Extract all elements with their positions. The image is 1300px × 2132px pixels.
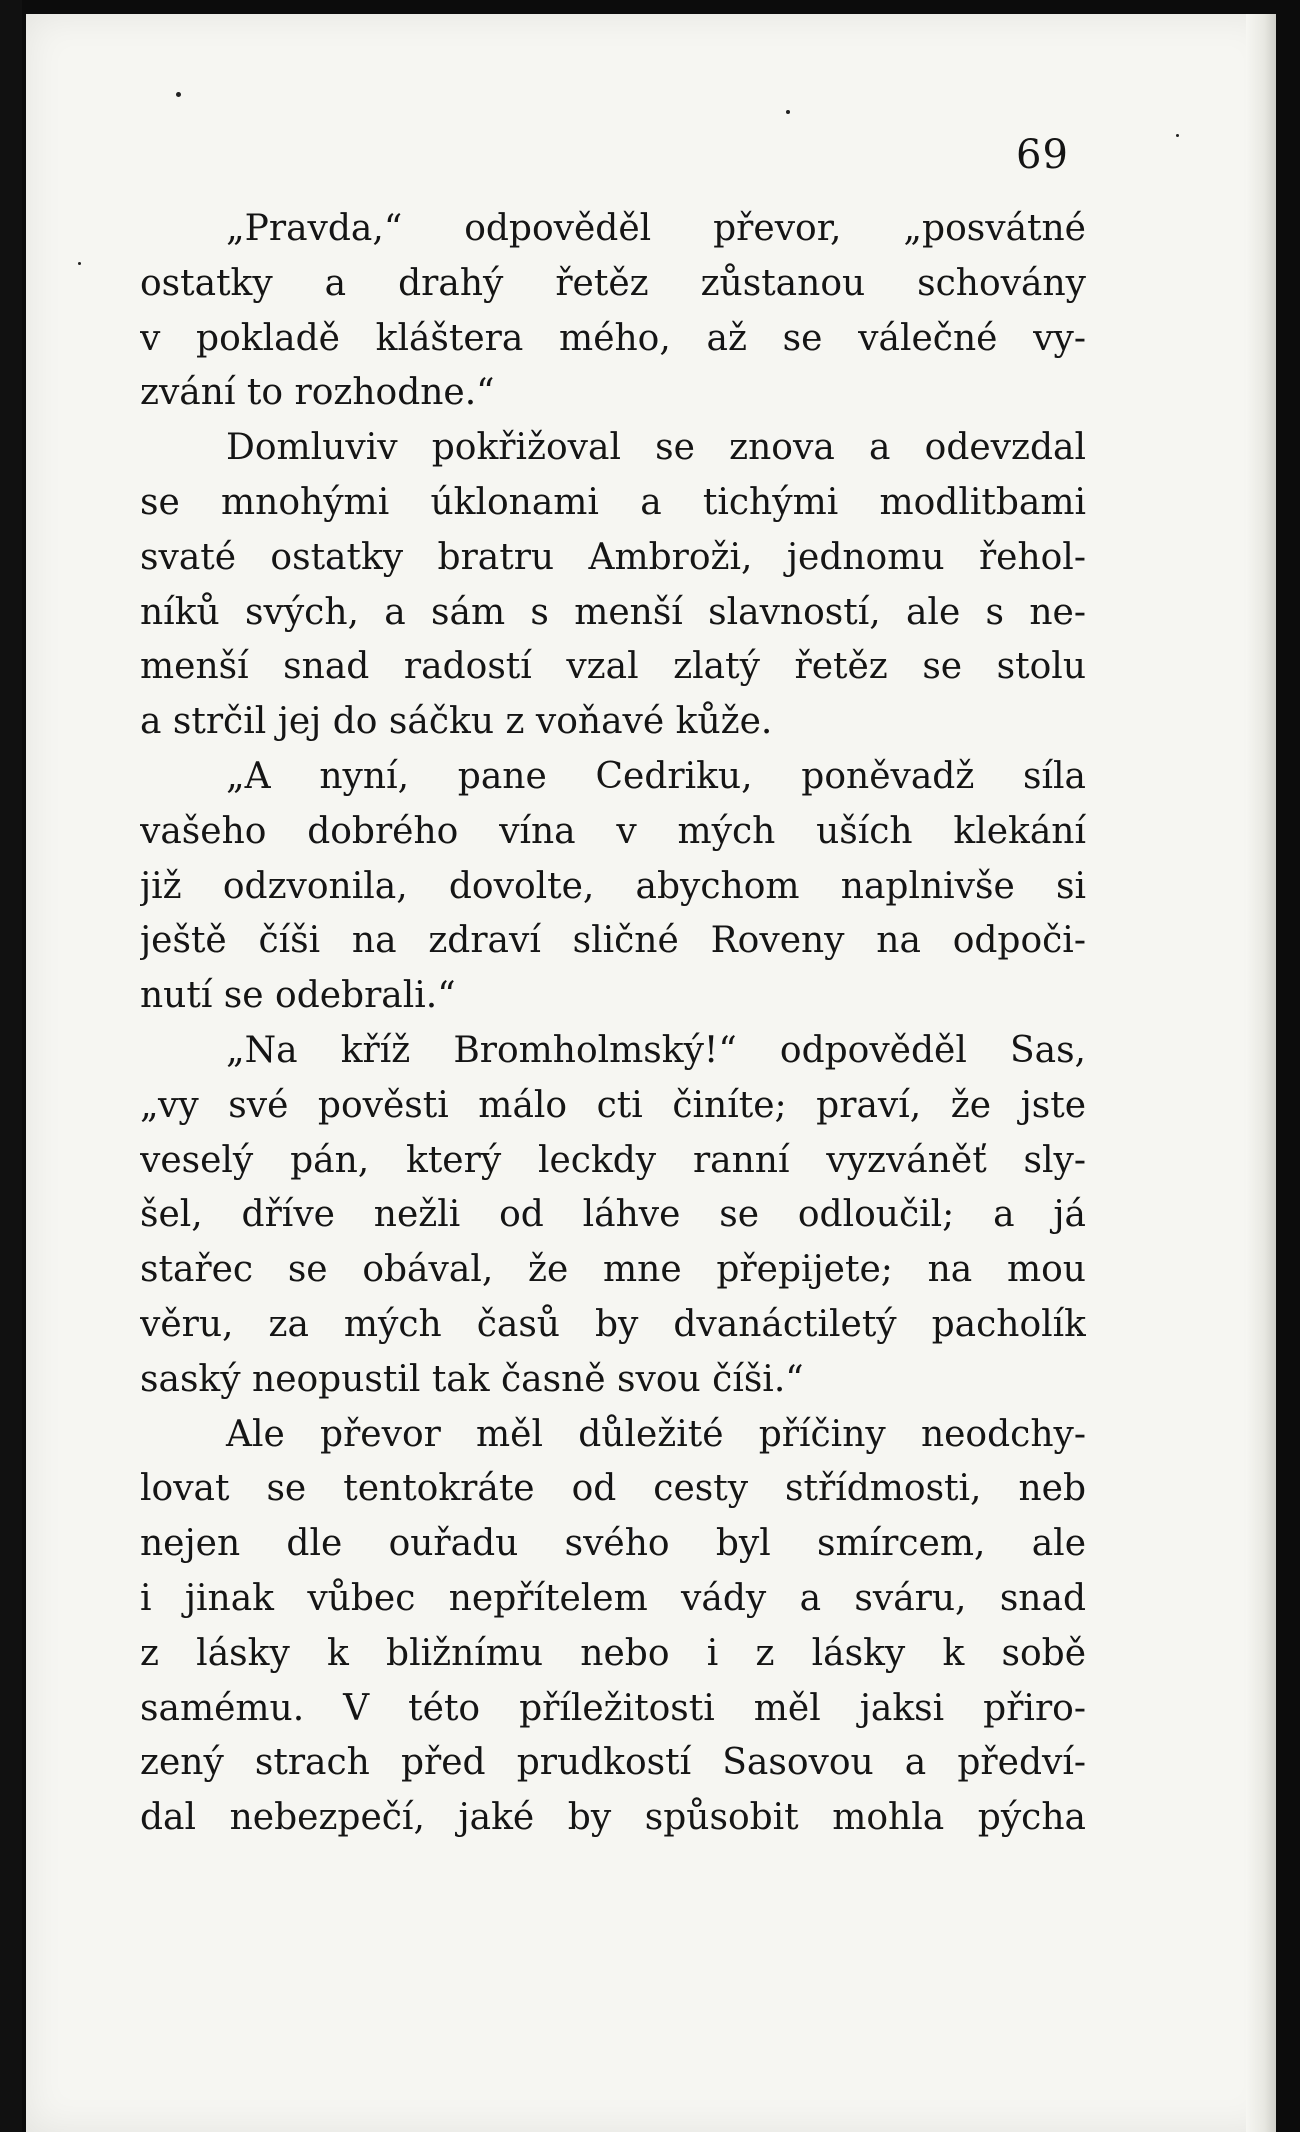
text-line: zvání to rozhodne.“	[140, 372, 495, 414]
text-line: svaté ostatky bratru Ambroži, jednomu řehol-	[140, 536, 1086, 578]
text-line: „A nyní, pane Cedriku, poněvadž síla	[226, 755, 1086, 797]
text-line: Domluviv pokřižoval se znova a odevzdal	[226, 427, 1086, 469]
text-line: lovat se tentokráte od cesty střídmosti, neb	[140, 1468, 1086, 1510]
dust-speck	[78, 262, 81, 265]
text-line: saský neopustil tak časně svou číši.“	[140, 1358, 804, 1400]
text-line: ostatky a drahý řetěz zůstanou schovány	[140, 262, 1086, 304]
text-line: „Pravda,“ odpověděl převor, „posvátné	[226, 208, 1086, 249]
body-text	[140, 202, 1086, 1846]
text-line: Ale převor měl důležité příčiny neodchy-	[226, 1413, 1086, 1455]
page-number: 69	[1016, 132, 1069, 178]
text-line: i jinak vůbec nepřítelem vády a sváru, snad	[140, 1577, 1086, 1619]
text-line: z lásky k bližnímu nebo i z lásky k sobě	[140, 1632, 1086, 1674]
text-line: níků svých, a sám s menší slavností, ale s ne-	[140, 591, 1086, 633]
text-line: šel, dříve nežli od láhve se odloučil; a já	[140, 1194, 1086, 1236]
text-line: v pokladě kláštera mého, až se válečné vy-	[140, 317, 1086, 359]
text-line: zený strach před prudkostí Sasovou a předví-	[140, 1742, 1086, 1784]
text-line: veselý pán, který leckdy ranní vyzváněť sly-	[140, 1139, 1086, 1181]
text-line: „vy své pověsti málo cti činíte; praví, že jste	[140, 1084, 1086, 1126]
text-line: se mnohými úklonami a tichými modlitbami	[140, 481, 1086, 523]
text-line: „Na kříž Bromholmský!“ odpověděl Sas,	[226, 1029, 1086, 1071]
page-edge	[1246, 14, 1276, 2132]
text-line: menší snad radostí vzal zlatý řetěz se stolu	[140, 646, 1086, 688]
scan-border	[0, 0, 22, 2132]
dust-speck	[786, 110, 790, 114]
text-line: stařec se obával, že mne přepijete; na mou	[140, 1249, 1086, 1291]
dust-speck	[176, 92, 181, 97]
text-line: a strčil jej do sáčku z voňavé kůže.	[140, 701, 773, 743]
text-line: již odzvonila, dovolte, abychom naplnivše si	[140, 865, 1086, 907]
text-line: ještě číši na zdraví sličné Roveny na odpoči-	[140, 920, 1086, 962]
text-line: nutí se odebrali.“	[140, 975, 456, 1017]
book-page	[26, 14, 1276, 2132]
text-line: věru, za mých časů by dvanáctiletý pacholík	[140, 1303, 1086, 1345]
text-line: nejen dle ouřadu svého byl smírcem, ale	[140, 1523, 1086, 1565]
text-line: dal nebezpečí, jaké by spůsobit mohla pýcha	[140, 1797, 1086, 1839]
text-line: samému. V této příležitosti měl jaksi přiro-	[140, 1687, 1086, 1729]
text-line: vašeho dobrého vína v mých uších klekání	[140, 810, 1086, 852]
dust-speck	[1176, 134, 1179, 137]
